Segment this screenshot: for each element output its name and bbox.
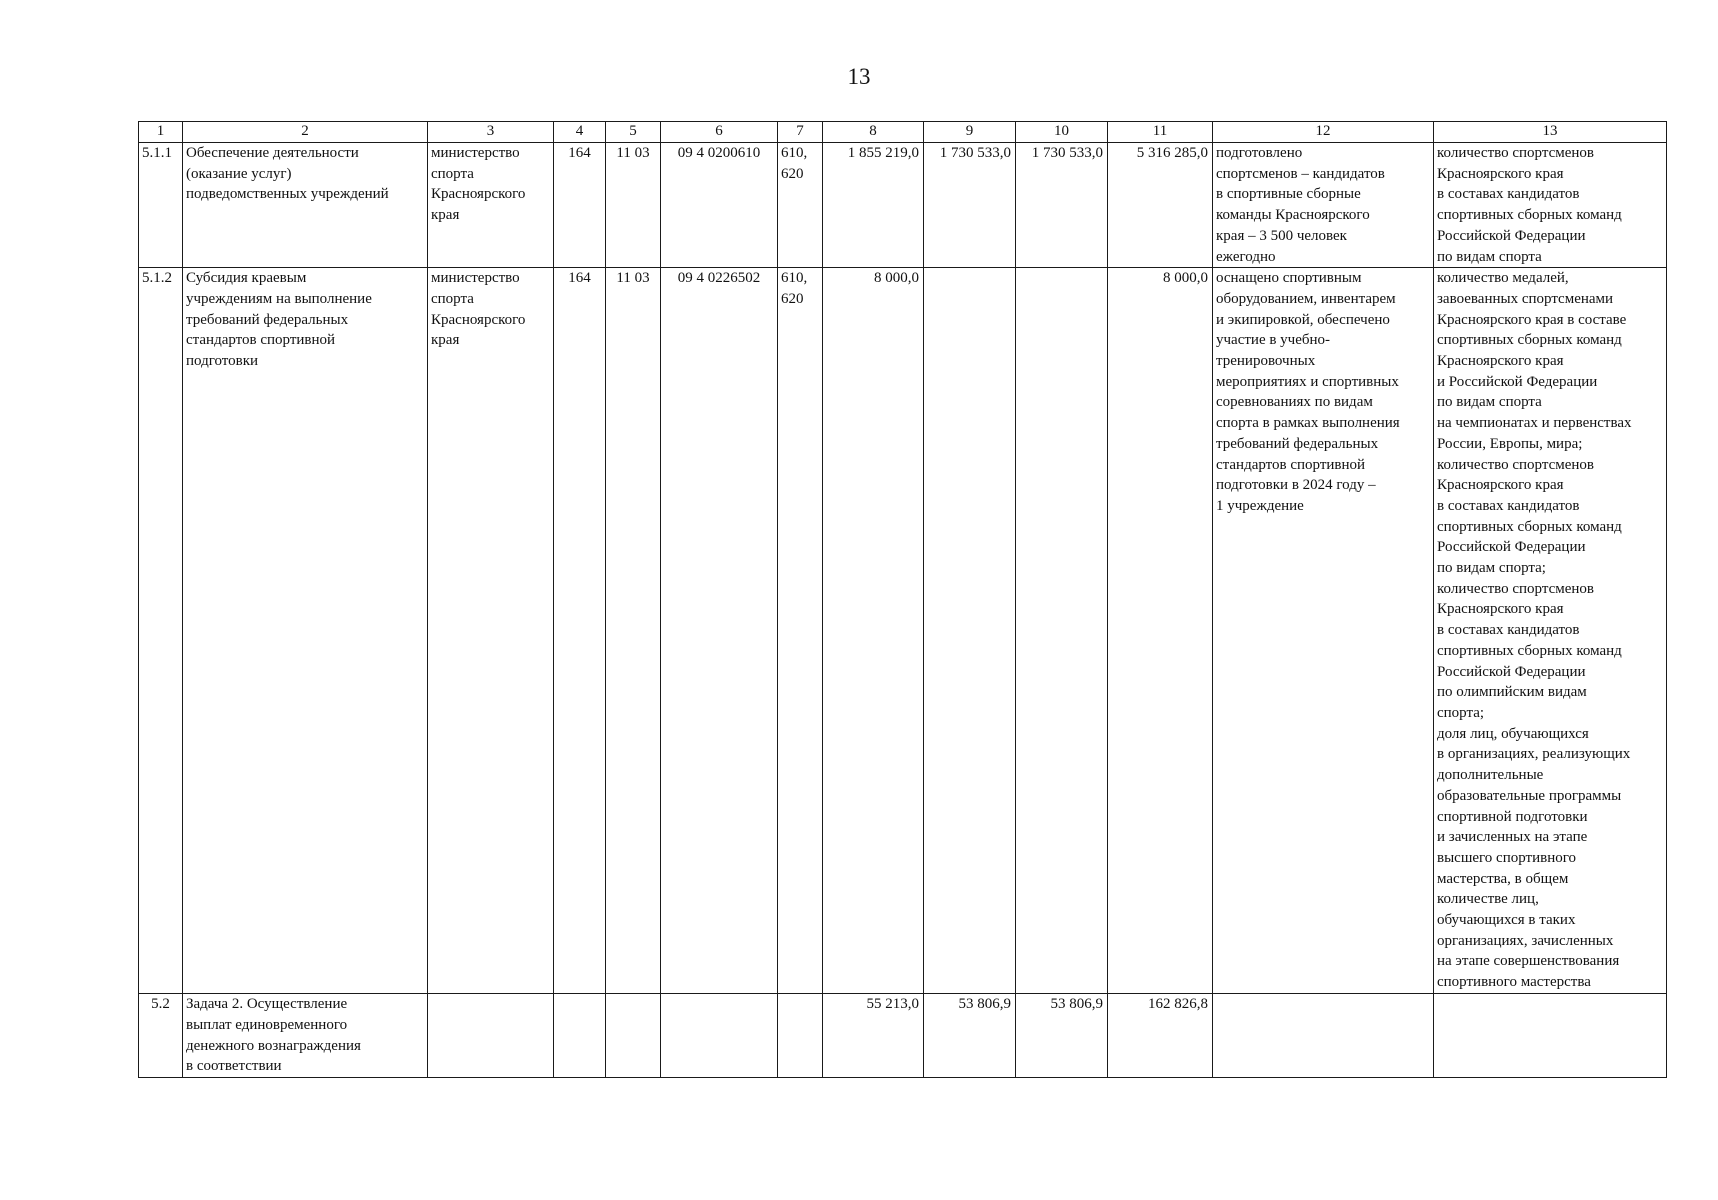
- item-name: Субсидия краевым учреждениям на выполнение требований федеральных стандартов спортивной подготовки: [183, 268, 428, 994]
- executor: министерство спорта Красноярского края: [428, 143, 554, 268]
- vr-code: 610, 620: [778, 143, 823, 268]
- page-number: 13: [847, 64, 871, 89]
- column-number: 8: [823, 122, 924, 143]
- column-number: 12: [1213, 122, 1434, 143]
- amount-year-2: 53 806,9: [924, 994, 1016, 1078]
- program-activities-table: [138, 121, 1667, 1078]
- column-number: 3: [428, 122, 554, 143]
- column-number: 1: [139, 122, 183, 143]
- column-number: 2: [183, 122, 428, 143]
- column-number: 10: [1016, 122, 1108, 143]
- amount-total: 162 826,8: [1108, 994, 1213, 1078]
- amount-total: 8 000,0: [1108, 268, 1213, 994]
- executor: министерство спорта Красноярского края: [428, 268, 554, 994]
- target-indicator: количество медалей, завоеванных спортсменами Красноярского края в составе спортивных сборных команд Красноярского края и Российской Федерации по видам спорта на чемпионатах и первенствах России, Европы, мира; количество спортсменов Красноярского края в составах кандидатов спортивных сборных команд Российской Федерации по видам спорта; количество спортсменов Красноярского края в составах кандидатов спортивных сборных команд Российской Федерации по олимпийским видам спорта; доля лиц, обучающихся в организациях, реализующих дополнительные образовательные программы спортивной подготовки и зачисленных на этапе высшего спортивного мастерства, в общем количестве лиц, обучающихся в таких организациях, зачисленных на этапе совершенствования спортивного мастерства: [1434, 268, 1667, 994]
- column-number: 11: [1108, 122, 1213, 143]
- expected-result: оснащено спортивным оборудованием, инвентарем и экипировкой, обеспечено участие в учебно- тренировочных мероприятиях и спортивных соревнованиях по видам спорта в рамках выполнения требований федеральных стандартов спортивной подготовки в 2024 году – 1 учреждение: [1213, 268, 1434, 994]
- rzpr-code: 11 03: [606, 268, 661, 994]
- amount-year-1: 55 213,0: [823, 994, 924, 1078]
- table-row: [139, 268, 1667, 994]
- expected-result: подготовлено спортсменов – кандидатов в спортивные сборные команды Красноярского края – 3 500 человек ежегодно: [1213, 143, 1434, 268]
- item-name: Задача 2. Осуществление выплат единовременного денежного вознаграждения в соответствии: [183, 994, 428, 1078]
- csr-code: 09 4 0200610: [661, 143, 778, 268]
- item-code: 5.2: [139, 994, 183, 1078]
- table-row: [139, 143, 1667, 268]
- amount-year-1: 8 000,0: [823, 268, 924, 994]
- column-number: 9: [924, 122, 1016, 143]
- amount-year-3: 1 730 533,0: [1016, 143, 1108, 268]
- rzpr-code: [606, 994, 661, 1078]
- table-row: [139, 994, 1667, 1078]
- amount-year-1: 1 855 219,0: [823, 143, 924, 268]
- item-name: Обеспечение деятельности (оказание услуг) подведомственных учреждений: [183, 143, 428, 268]
- amount-year-2: 1 730 533,0: [924, 143, 1016, 268]
- column-number-header-row: [139, 122, 1667, 143]
- amount-total: 5 316 285,0: [1108, 143, 1213, 268]
- item-code: 5.1.1: [139, 143, 183, 268]
- target-indicator: количество спортсменов Красноярского края в составах кандидатов спортивных сборных команд Российской Федерации по видам спорта: [1434, 143, 1667, 268]
- target-indicator: [1434, 994, 1667, 1078]
- amount-year-3: 53 806,9: [1016, 994, 1108, 1078]
- column-number: 6: [661, 122, 778, 143]
- amount-year-2: [924, 268, 1016, 994]
- grbs-code: 164: [554, 143, 606, 268]
- vr-code: [778, 994, 823, 1078]
- csr-code: 09 4 0226502: [661, 268, 778, 994]
- expected-result: [1213, 994, 1434, 1078]
- column-number: 7: [778, 122, 823, 143]
- vr-code: 610, 620: [778, 268, 823, 994]
- grbs-code: [554, 994, 606, 1078]
- rzpr-code: 11 03: [606, 143, 661, 268]
- executor: [428, 994, 554, 1078]
- column-number: 13: [1434, 122, 1667, 143]
- csr-code: [661, 994, 778, 1078]
- column-number: 4: [554, 122, 606, 143]
- amount-year-3: [1016, 268, 1108, 994]
- grbs-code: 164: [554, 268, 606, 994]
- item-code: 5.1.2: [139, 268, 183, 994]
- column-number: 5: [606, 122, 661, 143]
